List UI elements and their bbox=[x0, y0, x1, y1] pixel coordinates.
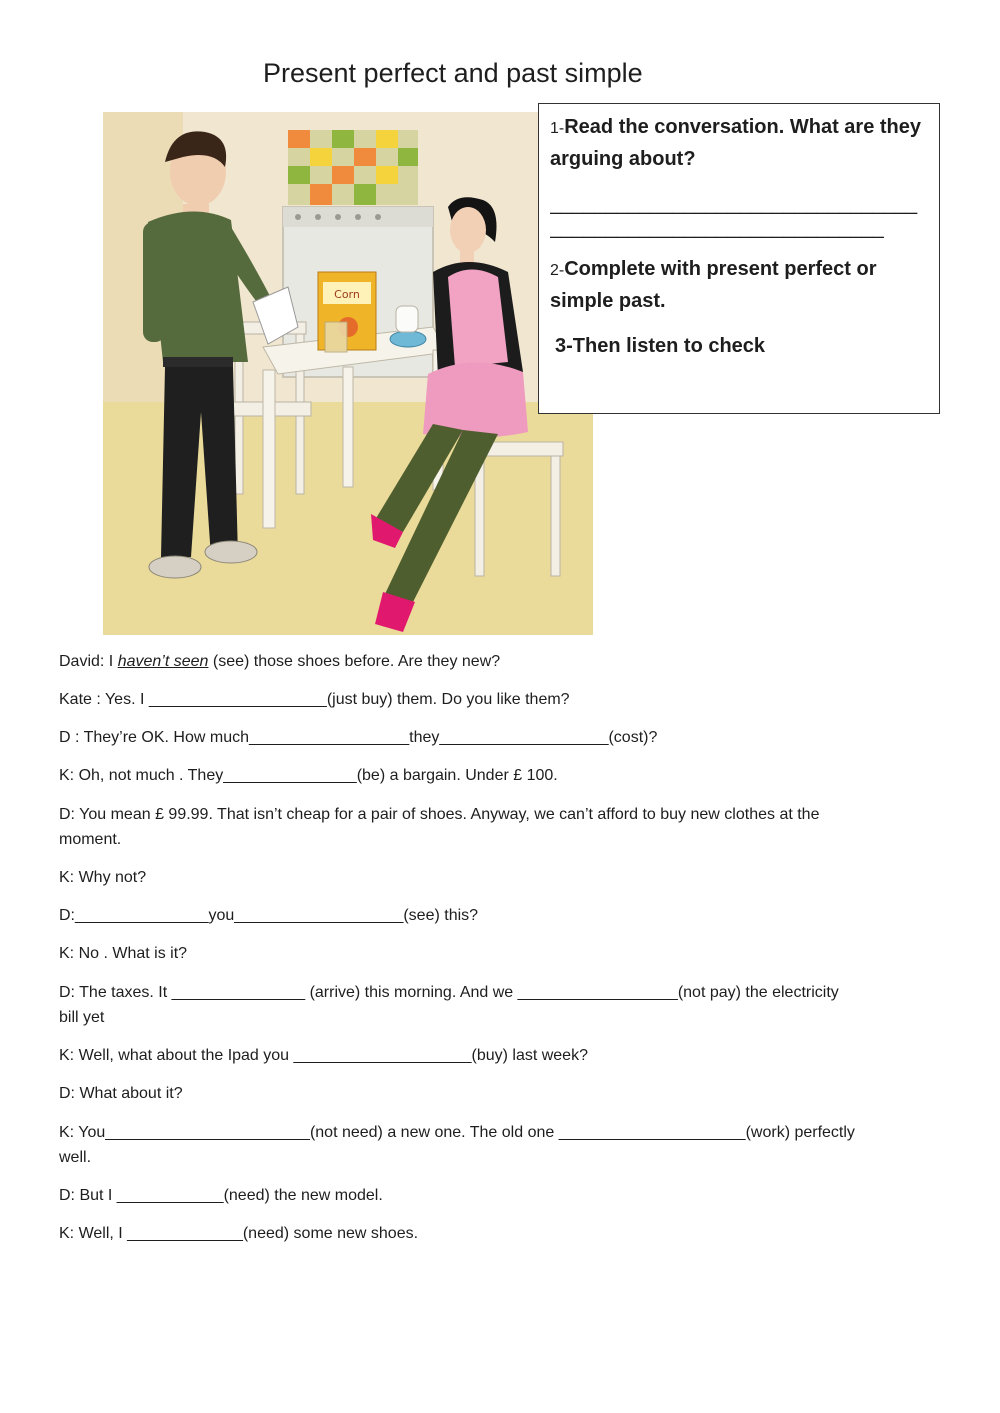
task-2 bbox=[550, 254, 929, 317]
dialogue-line-4[interactable]: K: Oh, not much . They_______________(be) a bargain. Under £ 100. bbox=[59, 767, 558, 784]
task-2-number: 2- bbox=[550, 262, 565, 279]
dialogue-line-10[interactable]: K: Well, what about the Ipad you ____________________(buy) last week? bbox=[59, 1047, 588, 1064]
svg-text:Corn: Corn bbox=[334, 288, 360, 301]
task-1-text: Read the conversation. What are they arguing about? bbox=[550, 116, 921, 170]
line-1-end: (see) those shoes before. Are they new? bbox=[208, 653, 501, 670]
dialogue-line-5: D: You mean £ 99.99. That isn’t cheap for a pair of shoes. Anyway, we can’t afford to buy new clothes at the moment. bbox=[59, 806, 820, 848]
dialogue-line-7[interactable]: D:_______________you___________________(see) this? bbox=[59, 907, 479, 924]
kitchen-illustration bbox=[103, 112, 593, 635]
task-1 bbox=[550, 112, 929, 175]
dialogue-line-8: K: No . What is it? bbox=[59, 945, 188, 962]
line-1-start: David: I bbox=[59, 653, 118, 670]
dialogue bbox=[59, 650, 859, 1260]
example-answer: haven’t seen bbox=[117, 653, 209, 670]
dialogue-line-11: D: What about it? bbox=[59, 1085, 183, 1102]
dialogue-line-6: K: Why not? bbox=[59, 869, 147, 886]
dialogue-line-3[interactable]: D : They’re OK. How much__________________they___________________(cost)? bbox=[59, 729, 658, 746]
answer-line-2[interactable]: ______________________________ bbox=[550, 217, 884, 239]
dialogue-line-14[interactable]: K: Well, I _____________(need) some new shoes. bbox=[59, 1225, 419, 1242]
dialogue-line-2[interactable]: Kate : Yes. I ____________________(just buy) them. Do you like them? bbox=[59, 691, 570, 708]
page-title: Present perfect and past simple bbox=[263, 58, 643, 88]
answer-line-1[interactable]: _________________________________ bbox=[550, 193, 918, 215]
task-box bbox=[538, 103, 940, 414]
task-1-number: 1- bbox=[550, 120, 565, 137]
dialogue-line-13[interactable]: D: But I ____________(need) the new model. bbox=[59, 1187, 383, 1204]
task-3: 3-Then listen to check bbox=[555, 335, 766, 357]
dialogue-line-12[interactable]: K: You_______________________(not need) a new one. The old one _____________________(work) perfectly well. bbox=[59, 1124, 855, 1166]
tile-pattern bbox=[288, 130, 418, 205]
dialogue-line-9[interactable]: D: The taxes. It _______________ (arrive) this morning. And we __________________(not pay) the electricity bill yet bbox=[59, 984, 839, 1026]
task-2-text: Complete with present perfect or simple past. bbox=[550, 258, 877, 312]
dialogue-line-1 bbox=[59, 650, 859, 674]
